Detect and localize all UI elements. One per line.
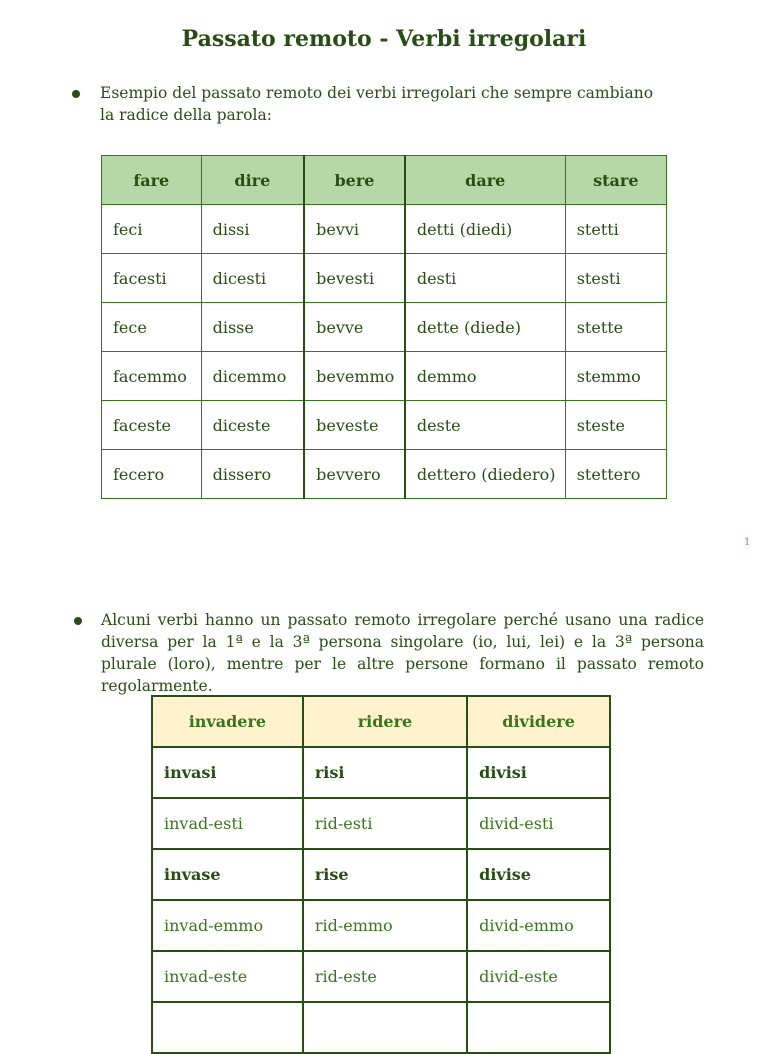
table-cell: rid-este	[303, 951, 467, 1002]
table-cell: dettero (diedero)	[405, 450, 565, 499]
table-cell: diceste	[201, 401, 304, 450]
table-cell: dicemmo	[201, 352, 304, 401]
table-cell: divid-emmo	[467, 900, 610, 951]
column-header: dire	[201, 156, 304, 205]
table-row	[102, 254, 667, 303]
table-cell: bevvi	[304, 205, 405, 254]
table-cell: bevvero	[304, 450, 405, 499]
table-row	[152, 1002, 610, 1053]
column-header: stare	[565, 156, 666, 205]
column-header: fare	[102, 156, 202, 205]
bullet-icon	[72, 90, 80, 98]
table-cell: rid-esti	[303, 798, 467, 849]
table-cell: fecero	[102, 450, 202, 499]
column-header: dividere	[467, 696, 610, 747]
table-cell: dicesti	[201, 254, 304, 303]
irregular-verbs-table	[101, 155, 667, 499]
column-header: ridere	[303, 696, 467, 747]
page-number: 1	[744, 537, 751, 548]
table-cell: faceste	[102, 401, 202, 450]
table-row	[152, 900, 610, 951]
table-cell: stette	[565, 303, 666, 352]
table-row	[102, 401, 667, 450]
table-cell	[467, 1002, 610, 1053]
table-cell: steste	[565, 401, 666, 450]
table-cell	[152, 1002, 303, 1053]
table-cell	[303, 1002, 467, 1053]
page-title: Passato remoto - Verbi irregolari	[181, 26, 587, 52]
column-header: invadere	[152, 696, 303, 747]
table-cell: bevemmo	[304, 352, 405, 401]
table-cell: invasi	[152, 747, 303, 798]
table-cell: invad-esti	[152, 798, 303, 849]
table-row	[152, 951, 610, 1002]
table-row	[152, 849, 610, 900]
table-cell: bevve	[304, 303, 405, 352]
table-cell: facemmo	[102, 352, 202, 401]
table-cell: stetti	[565, 205, 666, 254]
column-header: dare	[405, 156, 565, 205]
table-row	[152, 747, 610, 798]
table-cell: dette (diede)	[405, 303, 565, 352]
column-header: bere	[304, 156, 405, 205]
table-cell: demmo	[405, 352, 565, 401]
bullet-item-explanation	[74, 609, 714, 697]
table-row	[102, 303, 667, 352]
table-cell: stesti	[565, 254, 666, 303]
table-row	[152, 798, 610, 849]
table-cell: feci	[102, 205, 202, 254]
bullet-text: Alcuni verbi hanno un passato remoto irregolare perché usano una radice diversa per la 1ª e la 3ª persona singolare (io, lui, lei) e la 3ª persona plurale (loro), mentre per le altre persone formano il passato remoto regolarmente.	[101, 611, 704, 695]
bullet-icon	[74, 617, 82, 625]
table-cell: invase	[152, 849, 303, 900]
root-change-verbs-table	[151, 695, 611, 1054]
table-header-row	[152, 696, 610, 747]
bullet-item-intro	[72, 82, 672, 126]
table-cell: risi	[303, 747, 467, 798]
table-cell: rise	[303, 849, 467, 900]
table-cell: divid-este	[467, 951, 610, 1002]
table-cell: desti	[405, 254, 565, 303]
table-cell: bevesti	[304, 254, 405, 303]
table-cell: divisi	[467, 747, 610, 798]
table-row	[102, 352, 667, 401]
table-cell: deste	[405, 401, 565, 450]
bullet-text: Esempio del passato remoto dei verbi irregolari che sempre cambiano la radice della parola:	[100, 84, 654, 124]
table-cell: divise	[467, 849, 610, 900]
table-cell: disse	[201, 303, 304, 352]
table-cell: fece	[102, 303, 202, 352]
table-cell: divid-esti	[467, 798, 610, 849]
table-cell: detti (diedi)	[405, 205, 565, 254]
table-row	[102, 205, 667, 254]
table-cell: dissero	[201, 450, 304, 499]
table-row	[102, 450, 667, 499]
table-cell: dissi	[201, 205, 304, 254]
table-header-row	[102, 156, 667, 205]
table-cell: rid-emmo	[303, 900, 467, 951]
table-cell: beveste	[304, 401, 405, 450]
table-cell: stemmo	[565, 352, 666, 401]
table-cell: invad-emmo	[152, 900, 303, 951]
table-cell: facesti	[102, 254, 202, 303]
table-cell: stettero	[565, 450, 666, 499]
table-cell: invad-este	[152, 951, 303, 1002]
